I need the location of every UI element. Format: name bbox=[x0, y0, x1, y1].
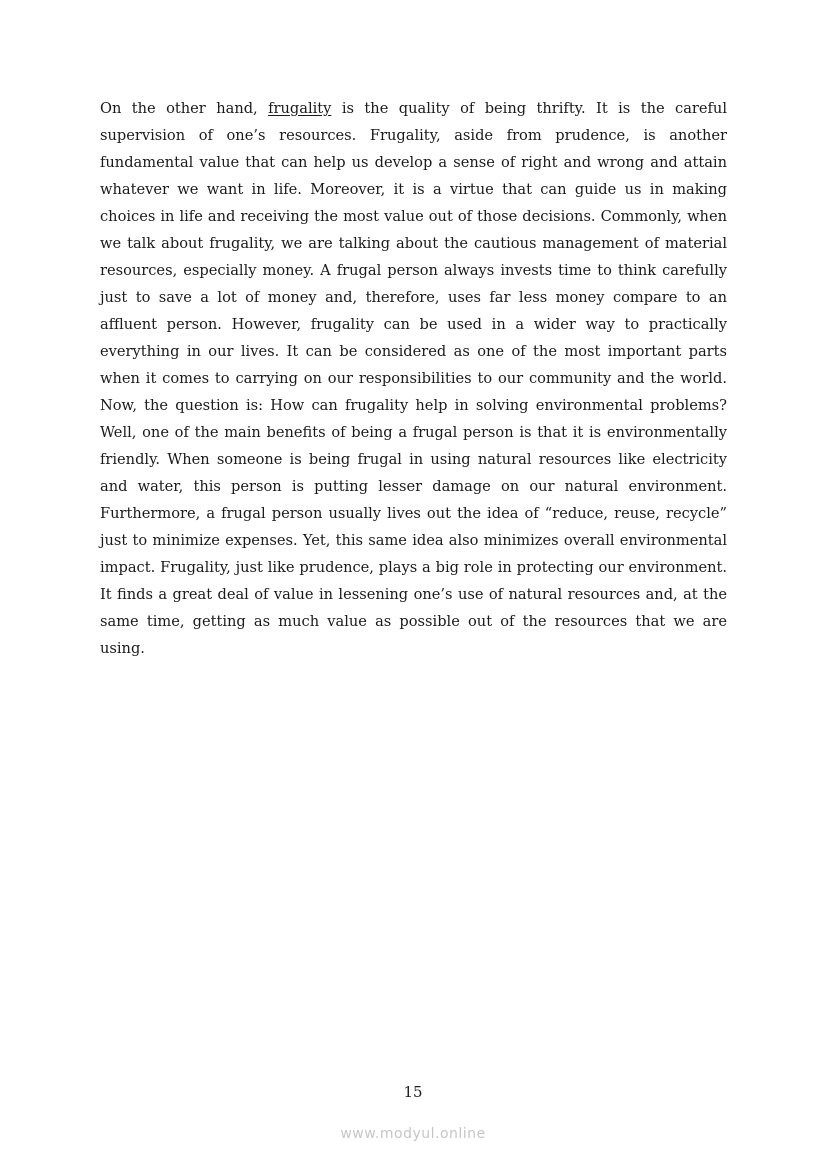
watermark: www.modyul.online bbox=[340, 1126, 486, 1142]
underlined-term: frugality bbox=[268, 100, 332, 117]
body-paragraph bbox=[100, 95, 727, 662]
paragraph-lead: On the other hand, bbox=[100, 100, 269, 117]
page-number: 15 bbox=[403, 1083, 423, 1101]
paragraph-rest: is the quality of being thrifty. It is the careful supervision of one’s resources. Frugality, aside from prudence, is another fundamental value that can help us develop a sense of right and wrong and attain whatever we want in life. Moreover, it is a virtue that can guide us in making choices in life and receiving the most value out of those decisions. Commonly, when we talk about frugality, we are talking about the cautious management of material resources, especially money. A frugal person always invests time to think carefully just to save a lot of money and, therefore, uses far less money compare to an affluent person. However, frugality can be used in a wider way to practically everything in our lives. It can be considered as one of the most important parts when it comes to carrying on our responsibilities to our community and the world. Now, the question is: How can frugality help in solving environmental problems? Well, one of the main benefits of being a frugal person is that it is environmentally friendly. When someone is being frugal in using natural resources like electricity and water, this person is putting lesser damage on our natural environment. Furthermore, a frugal person usually lives out the idea of “reduce, reuse, recycle” just to minimize expenses. Yet, this same idea also minimizes overall environmental impact. Frugality, just like prudence, plays a big role in protecting our environment. It finds a great deal of value in lessening one’s use of natural resources and, at the same time, getting as much value as possible out of the resources that we are using. bbox=[100, 100, 727, 657]
